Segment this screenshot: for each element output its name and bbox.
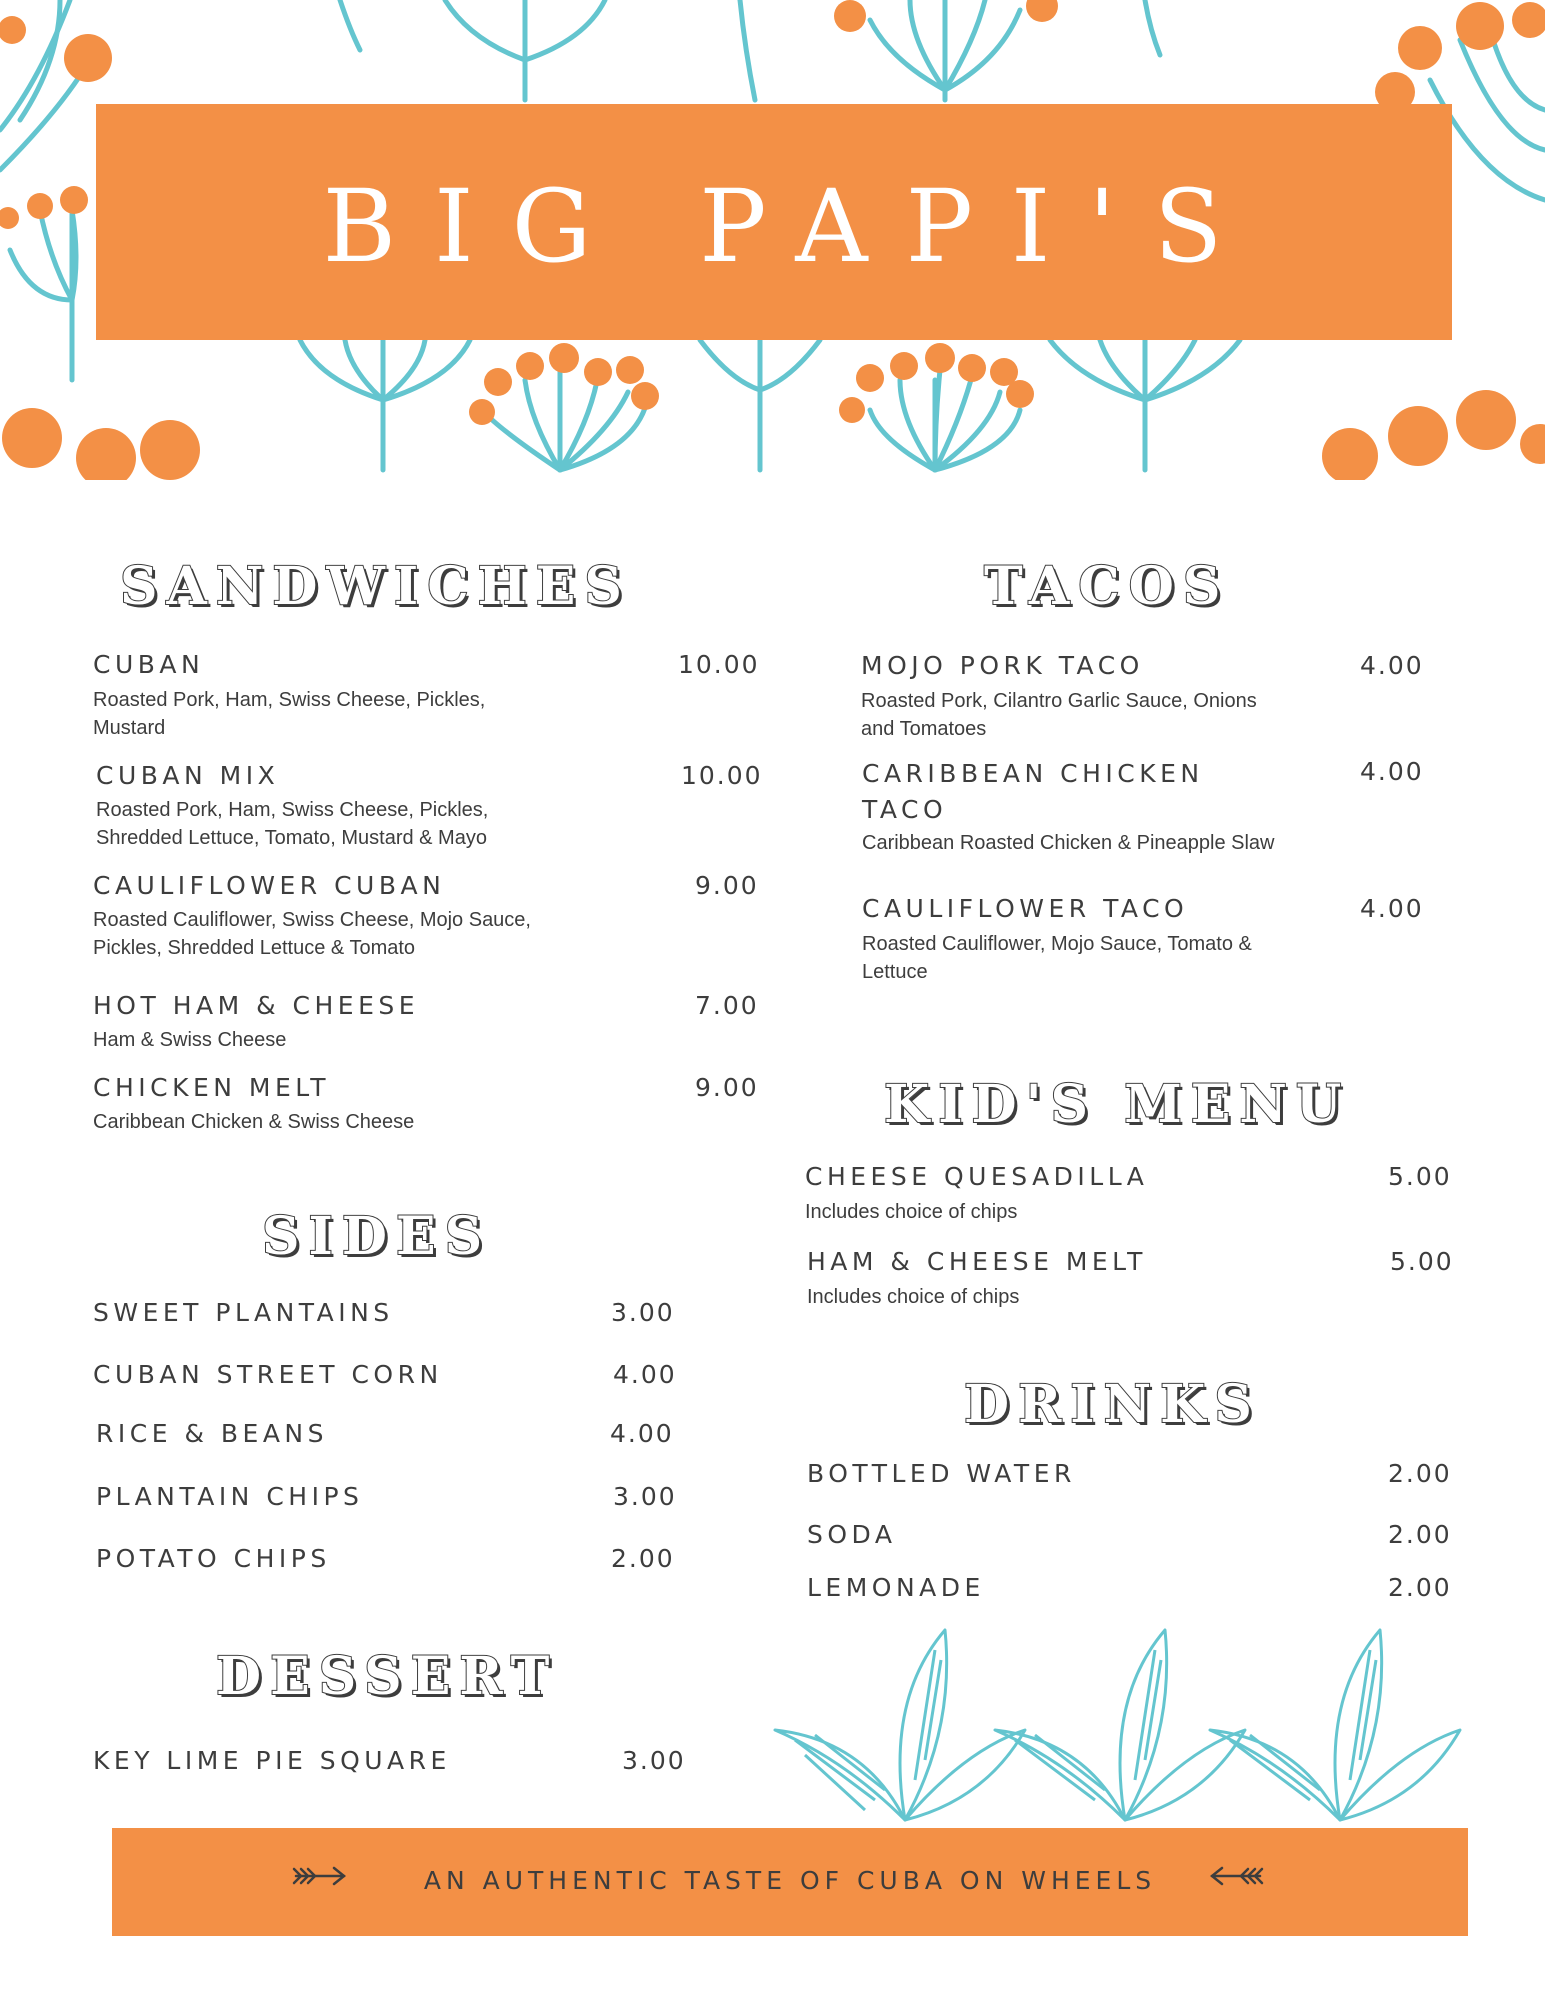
arrow-left-icon	[1210, 1864, 1266, 1888]
kids-menu-heading: KID'S MENU	[884, 1074, 1351, 1135]
menu-item-name: MOJO PORK TACO	[861, 651, 1144, 680]
menu-item-name: CARIBBEAN CHICKEN TACO	[862, 759, 1204, 824]
menu-item-name: PLANTAIN CHIPS	[96, 1482, 364, 1511]
menu-item-price: 2.00	[1388, 1573, 1452, 1602]
sandwiches-heading: SANDWICHES	[120, 556, 631, 617]
menu-item-price: 9.00	[695, 1073, 759, 1102]
footer-banner	[112, 1828, 1468, 1936]
menu-item-price: 3.00	[611, 1298, 675, 1327]
menu-item-description: Caribbean Chicken & Swiss Cheese	[93, 1111, 415, 1133]
menu-item-description: Ham & Swiss Cheese	[93, 1029, 287, 1051]
menu-item-description: Roasted Cauliflower, Mojo Sauce, Tomato & Lettuce	[862, 933, 1252, 983]
menu-item-price: 2.00	[1388, 1459, 1452, 1488]
tacos-heading: TACOS	[984, 556, 1230, 617]
menu-item-price: 5.00	[1390, 1247, 1454, 1276]
menu-item-description: Roasted Pork, Ham, Swiss Cheese, Pickles, Mustard	[93, 689, 486, 739]
sides-heading: SIDES	[262, 1206, 492, 1267]
menu-item-price: 4.00	[1360, 651, 1424, 680]
menu-item-description: Caribbean Roasted Chicken & Pineapple Slaw	[862, 832, 1275, 854]
menu-item-name: SODA	[807, 1520, 897, 1549]
menu-item-price: 4.00	[1360, 757, 1424, 786]
menu-item-name: CUBAN STREET CORN	[93, 1360, 443, 1389]
menu-item-price: 2.00	[1388, 1520, 1452, 1549]
menu-item-price: 7.00	[695, 991, 759, 1020]
menu-item-name: CUBAN	[93, 650, 205, 679]
menu-item-price: 10.00	[681, 761, 763, 790]
menu-item-description: Includes choice of chips	[805, 1201, 1018, 1223]
menu-item-price: 4.00	[613, 1360, 677, 1389]
menu-item-name: HAM & CHEESE MELT	[807, 1247, 1147, 1276]
menu-item-description: Roasted Pork, Ham, Swiss Cheese, Pickles, Shredded Lettuce, Tomato, Mustard & Mayo	[96, 799, 489, 849]
menu-item-name: SWEET PLANTAINS	[93, 1298, 394, 1327]
menu-item-description: Roasted Pork, Cilantro Garlic Sauce, Onions and Tomatoes	[861, 690, 1257, 740]
menu-item-description: Roasted Cauliflower, Swiss Cheese, Mojo Sauce, Pickles, Shredded Lettuce & Tomato	[93, 909, 531, 959]
menu-item-name: CAULIFLOWER TACO	[862, 894, 1189, 923]
drinks-heading: DRINKS	[964, 1374, 1261, 1435]
tagline: AN AUTHENTIC TASTE OF CUBA ON WHEELS	[423, 1866, 1157, 1895]
menu-item-name: POTATO CHIPS	[96, 1544, 331, 1573]
menu-item-name: BOTTLED WATER	[807, 1459, 1076, 1488]
menu-item-name: CUBAN MIX	[96, 761, 280, 790]
menu-item-name: HOT HAM & CHEESE	[93, 991, 420, 1020]
menu-item-name: CHICKEN MELT	[93, 1073, 331, 1102]
restaurant-name: BIG PAPI'S	[322, 168, 1261, 285]
menu-item-description: Includes choice of chips	[807, 1286, 1020, 1308]
dessert-heading: DESSERT	[216, 1646, 559, 1707]
menu-item-name: CAULIFLOWER CUBAN	[93, 871, 446, 900]
menu-item-price: 9.00	[695, 871, 759, 900]
menu-item-price: 5.00	[1388, 1162, 1452, 1191]
menu-item-name: KEY LIME PIE SQUARE	[93, 1746, 451, 1775]
menu-item-name: LEMONADE	[807, 1573, 985, 1602]
menu-item-price: 3.00	[613, 1482, 677, 1511]
menu-item-price: 10.00	[678, 650, 760, 679]
menu-item-name: RICE & BEANS	[96, 1419, 329, 1448]
menu-item-price: 4.00	[1360, 894, 1424, 923]
menu-item-price: 2.00	[611, 1544, 675, 1573]
menu-item-name: CHEESE QUESADILLA	[805, 1162, 1149, 1191]
menu-item-price: 3.00	[622, 1746, 686, 1775]
menu-item-price: 4.00	[610, 1419, 674, 1448]
